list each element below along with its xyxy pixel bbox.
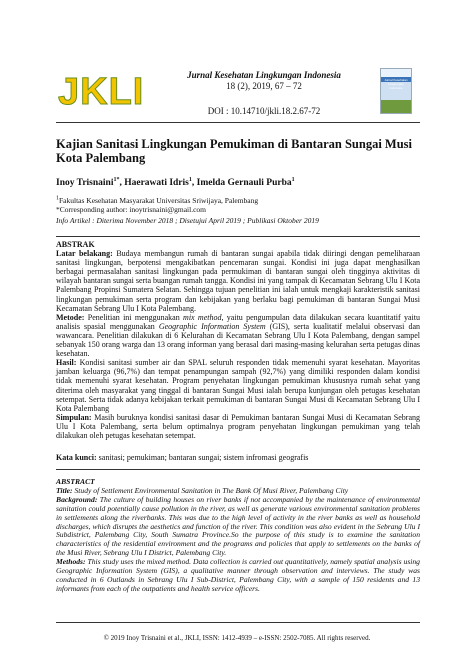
methods-label: Metode:	[56, 312, 85, 322]
doi-link[interactable]: DOI : 10.14710/jkli.18.2.67-72	[207, 106, 321, 116]
abstrak-section	[56, 240, 420, 440]
methods-text: Penelitian ini menggunakan	[87, 312, 184, 322]
abstract-en-methods	[56, 558, 420, 594]
methods-term: Geographic Information System	[158, 321, 266, 331]
journal-cover-thumbnail	[380, 68, 412, 114]
background-text: Budaya membangun rumah di bantaran sungai apabila tidak diiringi dengan pemeliharaan sanitasi lingkungan, berpotensi mengakibatkan pencemaran sungai. Kondisi ini juga dapat menghasilkan berbagai permasalahan sanitasi lingkungan pada permukiman di bantaran sungai oleh tingginya aktivitas di wilayah bantaran sungai serta buangan rumah tangga. Kondisi ini yang tampak di Kecamatan Sebrang Ulu I Kota Palembang Propinsi Sumatera Selatan. Sehingga tujuan penelitian ini ialah untuk mengkaji karakteristik sanitasi lingkungan pemukiman serta program dan kebijakan yang berlaku bagi pemukiman di bantaran Sungai Musi Kecamatan Sebrang Ulu I Kota Palembang.	[56, 249, 420, 313]
abstract-top-divider	[56, 236, 420, 237]
article-info: Info Artikel : Diterima November 2018 ; Disetujui April 2019 ; Publikasi Oktober 2019	[56, 216, 319, 225]
keywords	[56, 453, 308, 462]
methods-text: This study uses the mixed method. Data collection is carried out quantitatively, namely spatial analysis using Geographic Information System (GIS), a qualitative manner through observation and interviews. The study was conducted in 6 Outlands in Sebrang Ulu I Sub-District, Palembang City, with a sample of 150 residents and 13 informants from each of the outpatients and health service officers.	[56, 557, 420, 593]
author-name: , Haerawati Idris	[119, 178, 189, 188]
keywords-text: sanitasi; pemukiman; bantaran sungai; sistem infromasi geografis	[98, 453, 309, 462]
journal-name: Jurnal Kesehatan Lingkungan Indonesia	[187, 70, 341, 80]
corresponding-author[interactable]: *Corresponding author: inoytrisnaini@gmail.com	[56, 205, 207, 214]
results-label: Hasil:	[56, 358, 77, 368]
author-superscript: 1	[188, 176, 192, 183]
footer-divider	[56, 622, 420, 623]
methods-label: Methods:	[56, 557, 86, 567]
methods-term: mix method	[183, 312, 222, 322]
abstrak-heading: ABSTRAK	[56, 240, 95, 249]
abstract-divider	[56, 469, 420, 470]
abstract-en-section	[56, 478, 420, 594]
abstrak-methods	[56, 313, 420, 358]
author-superscript: 1*	[113, 176, 120, 183]
affiliation-block	[56, 196, 258, 214]
results-text: Kondisi sanitasi sumber air dan SPAL seluruh responden tidak memenuhi syarat kesehatan. Mayoritas jamban keluarga (96,7%) dan tempat penampungan sampah (92,7%) yang dimiliki responden dalam kondisi tidak memenuhi syarat kesehatan. Program penyehatan lingkungan pemukiman khususnya rumah sehat yang diterima oleh masyarakat yang tinggal di bantaran Sungai Musi ialah berupa kunjungan oleh petugas kesehatan setempat. Serta tidak adanya kebijakan terkait pemukiman di bantaran Sungai Musi di Kecamatan Sebrang Ulu I Kota Palembang	[56, 358, 421, 413]
author-name: , Imelda Gernauli Purba	[191, 178, 292, 188]
background-text: The culture of building houses on river banks if not accompanied by the maintenance of environmental sanitation could potentially cause pollution in the river, as well as generate various environmental sanitation problems in settlements along the riverbanks. This was due to the high level of activity in the river banks as well as household discharges, which disrupts the aesthetics and function of the river. This condition was also evident in the Sebrang Ulu I Subdistrict, Palembang City, South Sumatra Province.So the purpose of this study is to examine the sanitation characteristics of the residential environment and the programs and policies that apply to settlements on the banks of the Musi River, Sebrang Ulu I District, Palembang City.	[56, 494, 420, 558]
abstrak-conclusion	[56, 413, 420, 440]
page-footer: © 2019 Inoy Trisnaini et al., JKLI, ISSN: 1412-4939 – e-ISSN: 2502-7085. All rights reserved.	[103, 634, 371, 642]
title-label: Title:	[56, 485, 73, 495]
header-divider	[56, 122, 420, 123]
logo-text: JKLI	[58, 71, 145, 113]
background-label: Latar belakang:	[56, 249, 113, 259]
abstract-en-background	[56, 496, 420, 558]
journal-header	[150, 70, 378, 117]
abstrak-results	[56, 358, 420, 413]
conclusion-label: Simpulan:	[56, 412, 92, 422]
article-title: Kajian Sanitasi Lingkungan Pemukiman di Bantaran Sungai Musi Kota Palembang	[56, 137, 413, 165]
methods-text: , yaitu pengumpulan data dilakukan secara kuantitatif yaitu analisis spasial menggunakan	[56, 312, 421, 331]
affiliation-text: Fakultas Kesehatan Masyarakat Universitas Sriwijaya, Palembang	[59, 196, 259, 205]
author-name: Inoy Trisnaini	[56, 178, 114, 188]
affiliation-superscript: 1	[56, 195, 59, 202]
background-label: Background:	[56, 494, 98, 504]
abstrak-background	[56, 249, 420, 313]
cover-text: Jurnal Kesehatan Lingkungan Indonesia	[384, 78, 408, 90]
author-list	[56, 178, 295, 188]
methods-text: (GIS), serta kualitatif melalui observasi dan wawancara. Penelitian dilakukan di 6 Kelurahan di Kecamatan Sebrang Ulu I Kota Palembang, dengan sampel sebanyak 150 orang warga dan 13 orang informan yang berasal dari masing-masing kelurahan serta petugas dinas kesehatan.	[56, 321, 420, 359]
author-superscript: 1	[291, 176, 295, 183]
abstract-en-heading: ABSTRACT	[56, 477, 95, 486]
journal-volume: 18 (2), 2019, 67 – 72	[226, 81, 302, 91]
keywords-label: Kata kunci:	[56, 453, 97, 462]
title-text: Study of Settlement Environmental Sanitation in The Bank Of Musi River, Palembang City	[74, 485, 349, 495]
journal-logo	[58, 70, 150, 114]
affiliation-line	[56, 196, 258, 205]
conclusion-text: Masih buruknya kondisi sanitasi dasar di Pemukiman bantaran Sungai Musi di Kecamatan Sebrang Ulu I Kota Palembang, serta belum optimalnya program penyehatan lingkungan pemukiman yang telah dilakukan oleh petugas kesehatan setempat.	[56, 412, 420, 440]
